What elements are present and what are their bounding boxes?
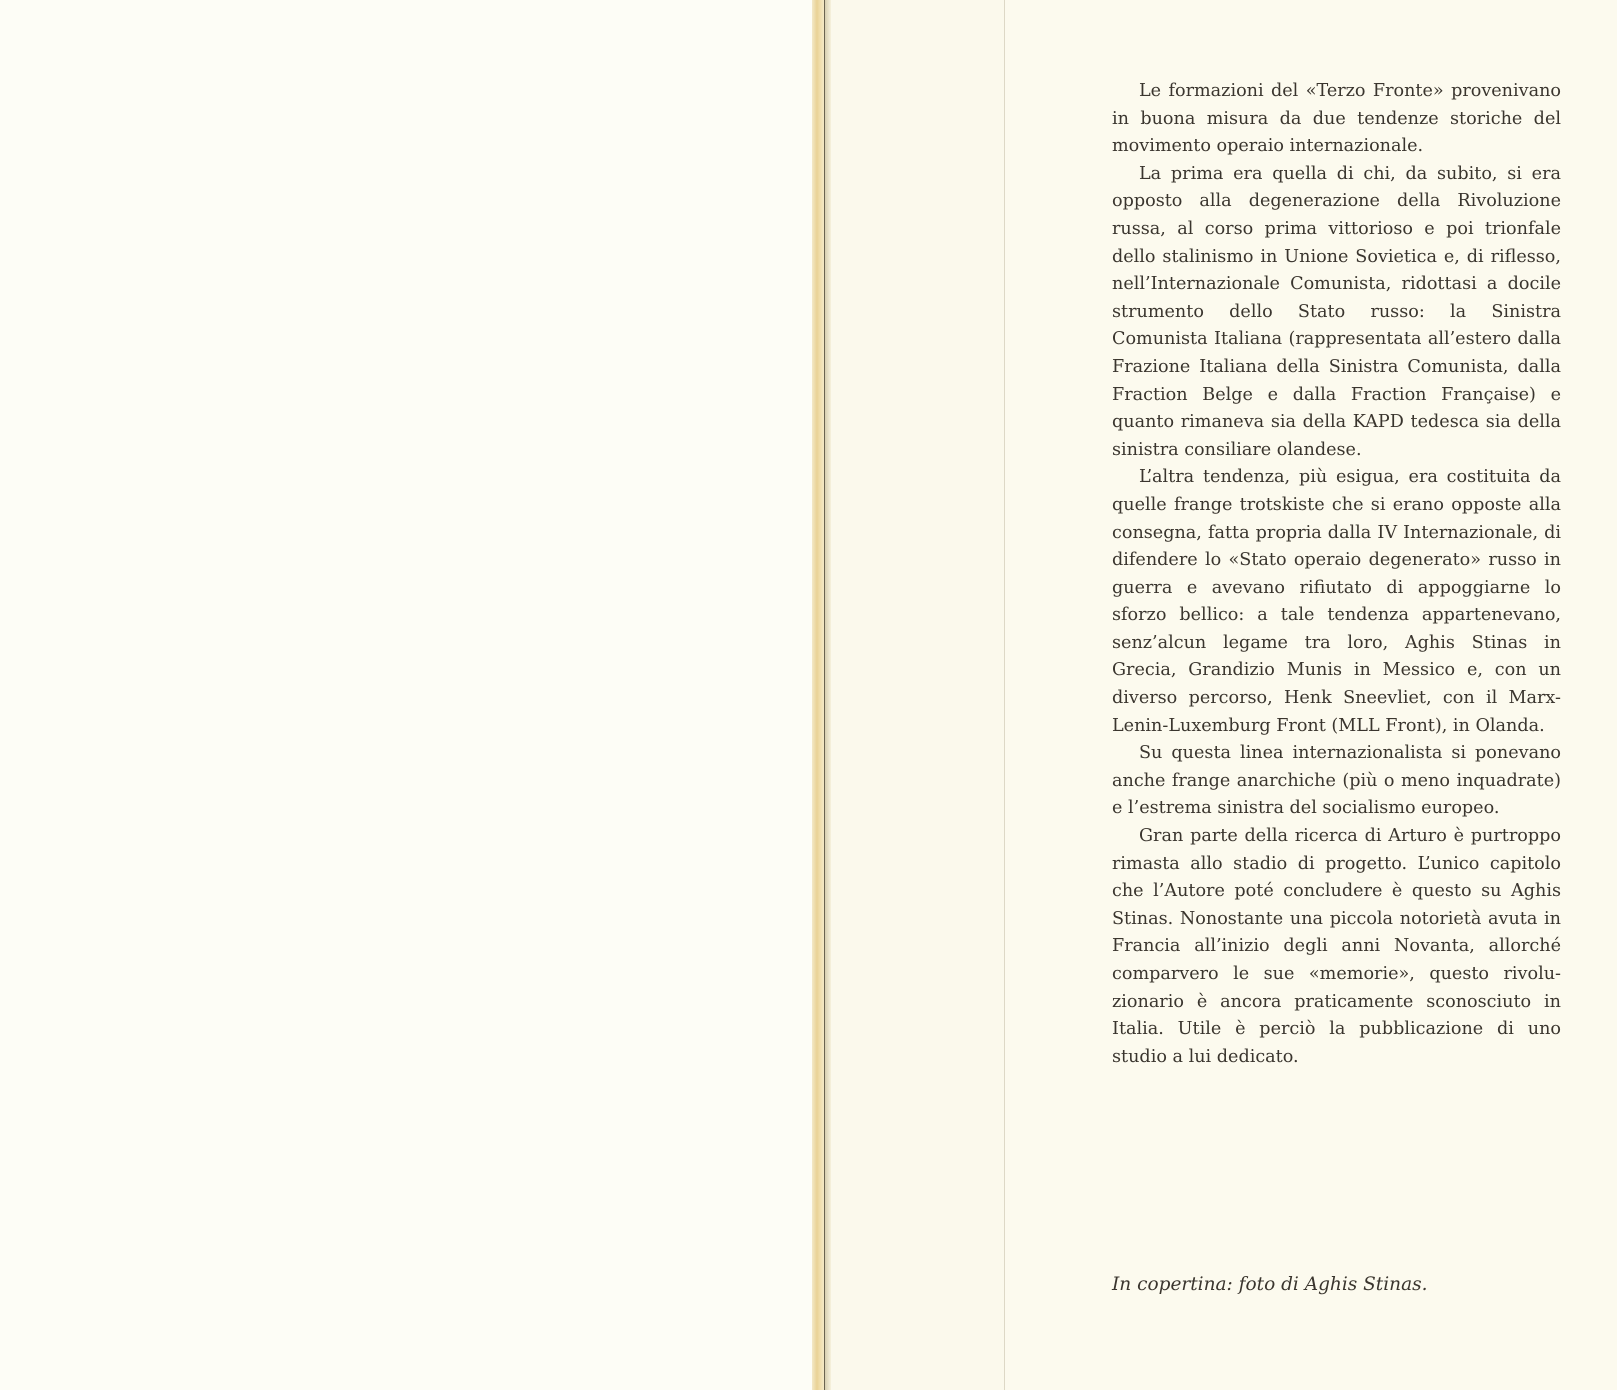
paragraph-4: Su questa linea internazionalista si ponevano anche frange anarchiche (più o meno inquadrate) e l’estrema sinistra del socialismo europeo. bbox=[1112, 743, 1561, 819]
body-text bbox=[1112, 78, 1561, 1071]
paragraph-1: Le formazioni del «Terzo Fronte» provenivano in buona misura da due tendenze storiche del movimento operaio internazionale. bbox=[1112, 81, 1561, 157]
paragraph-2: La prima era quella di chi, da subito, si era opposto alla degenerazione della Rivoluzione russa, al corso prima vittorioso e poi trionfale dello stalinismo in Unione Sovietica e, di riflesso, nell’Internazionale Comunista, ridottasi a docile strumento dello Stato russo: la Sinistra Comunista Italiana (rappresentata all’estero dalla Frazione Italiana della Sinistra Comunista, dalla Fraction Belge e dalla Fraction Française) e quanto rimaneva sia della KAPD tedesca sia della sinistra consiliare olandese. bbox=[1112, 163, 1561, 460]
cover-caption: In copertina: foto di Aghis Stinas. bbox=[1112, 1274, 1428, 1295]
inner-flap bbox=[831, 0, 1005, 1390]
paragraph-3: L’altra tendenza, più esigua, era costituita da quelle frange trotskiste che si erano opposte alla consegna, fatta propria dalla IV Internazionale, di difendere lo «Stato operaio degenerato» russo in guerra e avevano rifiutato di appoggiarne lo sforzo bellico: a tale tendenza appartenevano, senz’alcun legame tra loro, Aghis Stinas in Grecia, Grandizio Munis in Messico e, con un diverso percorso, Henk Sneevliet, con il Marx-Lenin-Luxemburg Front (MLL Front), in Olanda. bbox=[1112, 467, 1561, 736]
paragraph-5: Gran parte della ricerca di Arturo è purtroppo rimasta allo stadio di progetto. L’unico capitolo che l’Autore poté concludere è questo su Aghis Stinas. Nonostante una piccola notorietà avuta in Francia all’inizio degli anni Novanta, allorché comparvero le sue «memorie», questo rivoluzionario è ancora praticamente sconosciuto in Italia. Utile è perciò la pubblicazione di uno studio a lui dedicato. bbox=[1112, 826, 1561, 1067]
